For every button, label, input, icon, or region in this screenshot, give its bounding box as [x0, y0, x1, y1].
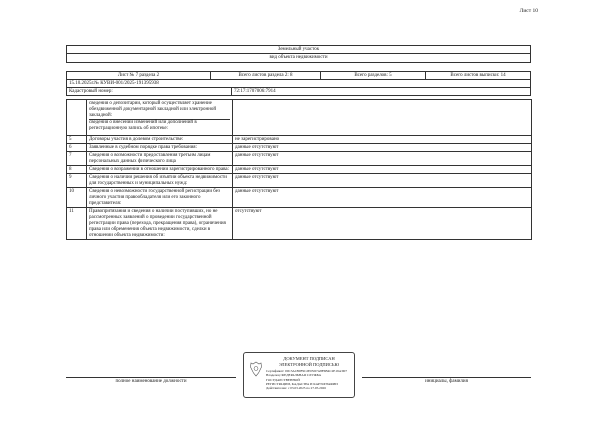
- table-row: [67, 152, 532, 166]
- row-value: не зарегистрировано: [233, 136, 532, 144]
- extract-header: [66, 45, 531, 96]
- position-signature-line: [66, 377, 236, 378]
- stamp-details: [266, 369, 352, 390]
- table-row: [67, 208, 532, 240]
- object-type: Земельный участок: [66, 45, 531, 54]
- row-number: [67, 100, 87, 136]
- row-number: 5: [67, 136, 87, 144]
- stamp-subtitle: ЭЛЕКТРОННОЙ ПОДПИСЬЮ: [278, 362, 340, 367]
- row-label: [87, 100, 233, 136]
- row-label: Заявленные в судебном порядке права требования:: [87, 144, 233, 152]
- sheet-section: Лист № 7 раздела 2: [66, 71, 211, 80]
- rights-table: [66, 99, 532, 240]
- row-value: данные отсутствуют: [233, 188, 532, 208]
- row-number: 10: [67, 188, 87, 208]
- name-signature-line: [362, 377, 531, 378]
- cadastral-number: 72:17:1707006:7914: [232, 88, 531, 96]
- total-sheets-section: Всего листов раздела 2: 8: [211, 71, 321, 80]
- row-label: Сведения о невозможности государственной регистрации без личного участия правообладателя или его законного представителя:: [87, 188, 233, 208]
- table-row: [67, 174, 532, 188]
- row-value: данные отсутствуют: [233, 152, 532, 166]
- cadastral-row: [66, 88, 531, 96]
- cadastral-label: Кадастровый номер:: [66, 88, 232, 96]
- sheet-number: Лист 10: [519, 8, 538, 14]
- coat-of-arms-icon: [249, 361, 263, 377]
- row-number: 8: [67, 166, 87, 174]
- mortgage-changes-info: сведения о внесении изменений или дополнений в регистрационную запись об ипотеке:: [89, 119, 197, 131]
- depository-info: сведения о депозитарии, который осуществляет хранение обездвиженной документарной закладной или электронной закладной:: [89, 101, 230, 120]
- extract-reference: 15.10.2025г.№ КУВИ-001/2025-191395938: [66, 80, 531, 88]
- row-number: 7: [67, 152, 87, 166]
- table-row: [67, 100, 532, 136]
- row-value: данные отсутствуют: [233, 144, 532, 152]
- total-sections: Всего разделов: 5: [321, 71, 426, 80]
- row-number: 11: [67, 208, 87, 240]
- row-label: Договоры участия в долевом строительстве:: [87, 136, 233, 144]
- row-value: [233, 100, 532, 136]
- row-number: 6: [67, 144, 87, 152]
- stamp-owner: Владелец: ФЕДЕРАЛЬНАЯ СЛУЖБА ГОСУДАРСТВЕННОЙ: [266, 373, 322, 382]
- table-row: [67, 144, 532, 152]
- row-label: Сведения о возможности предоставления третьим лицам персональных данных физического лица: [87, 152, 233, 166]
- name-label: инициалы, фамилия: [425, 379, 468, 384]
- row-label: Сведения о наличии решения об изъятии объекта недвижимости для государственных и муниципальных нужд:: [87, 174, 233, 188]
- row-value: данные отсутствуют: [233, 174, 532, 188]
- object-kind-caption: вид объекта недвижимости: [66, 54, 531, 63]
- table-row: [67, 166, 532, 174]
- stamp-owner-cont: РЕГИСТРАЦИИ, КАДАСТРА И КАРТОГРАФИИ: [266, 381, 338, 386]
- electronic-signature-stamp: [243, 352, 355, 398]
- stamp-validity: Действителен: с 03.03.2025 по 27.05.2026: [266, 386, 326, 390]
- stamp-certificate: Сертификат: 00C3A1B0F9C2E05D7A8F6B4C2E19A3D7: [266, 369, 348, 373]
- table-row: [67, 136, 532, 144]
- row-value: данные отсутствуют: [233, 166, 532, 174]
- stamp-title: ДОКУМЕНТ ПОДПИСАН: [283, 356, 335, 361]
- total-sheets-extract: Всего листов выписки: 14: [426, 71, 531, 80]
- row-label: Правопритязания и сведения о наличии поступивших, но не рассмотренных заявлений о проведении государственной регистрации права (перехода, прекращения права), ограничения права или обременения объекта недвижимости, сделки в отношении объекта недвижимости:: [87, 208, 233, 240]
- row-label: Сведения о возражении в отношении зарегистрированного права:: [87, 166, 233, 174]
- table-row: [67, 188, 532, 208]
- row-value: отсутствуют: [233, 208, 532, 240]
- position-label: полное наименование должности: [115, 379, 187, 384]
- sheet-info-row: [66, 71, 531, 80]
- row-number: 9: [67, 174, 87, 188]
